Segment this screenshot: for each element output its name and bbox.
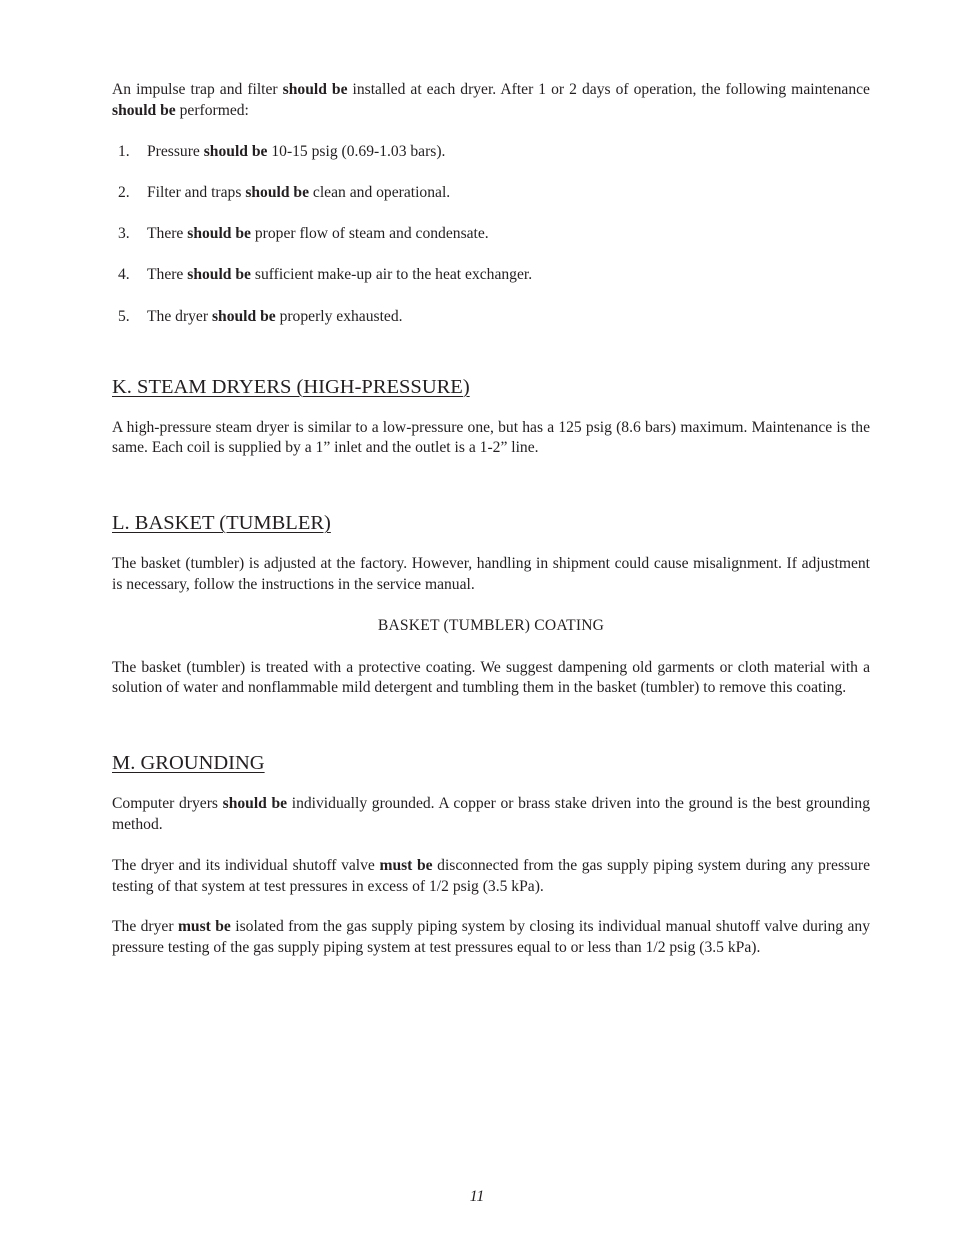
basket-coating-paragraph: The basket (tumbler) is treated with a protective coating. We suggest dampening old garments or cloth material with a solution of water and nonflammable mild detergent and tumbling them in the basket (tumbler) to remove this coating. [112,658,870,697]
section-heading-grounding: M. GROUNDING [112,752,265,775]
list-item: 1. Pressure should be 10-15 psig (0.69-1.03 bars). [118,142,446,160]
list-item: 2. Filter and traps should be clean and operational. [118,183,451,201]
page-content [112,80,870,959]
intro-paragraph: An impulse trap and filter should be installed at each dryer. After 1 or 2 days of operation, the following maintenance should be performed: [112,81,870,119]
basket-paragraph: The basket (tumbler) is adjusted at the factory. However, handling in shipment could cause misalignment. If adjustment is necessary, follow the instructions in the service manual. [112,555,870,593]
section-heading-steam-dryers: K. STEAM DRYERS (HIGH-PRESSURE) [112,375,470,398]
list-item: 4. There should be sufficient make-up air to the heat exchanger. [118,266,533,284]
list-item: 5. The dryer should be properly exhausted. [118,307,403,325]
maintenance-list [112,142,870,328]
grounding-paragraph-2: The dryer and its individual shutoff valve must be disconnected from the gas supply piping system during any pressure testing of that system at test pressures in excess of 1/2 psig (3.5 kPa). [112,856,871,895]
grounding-paragraph-1: Computer dryers should be individually grounded. A copper or brass stake driven into the ground is the best grounding method. [112,795,870,833]
grounding-paragraph-3: The dryer must be isolated from the gas supply piping system by closing its individual manual shutoff valve during any pressure testing of the gas supply piping system at test pressures equal to or less than 1/2 psig (3.5 kPa). [112,918,870,957]
page-number: 11 [469,1188,485,1205]
basket-coating-subheading: BASKET (TUMBLER) COATING [377,616,605,634]
list-item: 3. There should be proper flow of steam and condensate. [118,225,489,243]
steam-dryers-paragraph: A high-pressure steam dryer is similar to a low-pressure one, but has a 125 psig (8.6 bars) maximum. Maintenance is the same. Each coil is supplied by a 1” inlet and the outlet is a 1-2” line. [112,418,870,457]
section-heading-basket: L. BASKET (TUMBLER) [112,512,331,535]
